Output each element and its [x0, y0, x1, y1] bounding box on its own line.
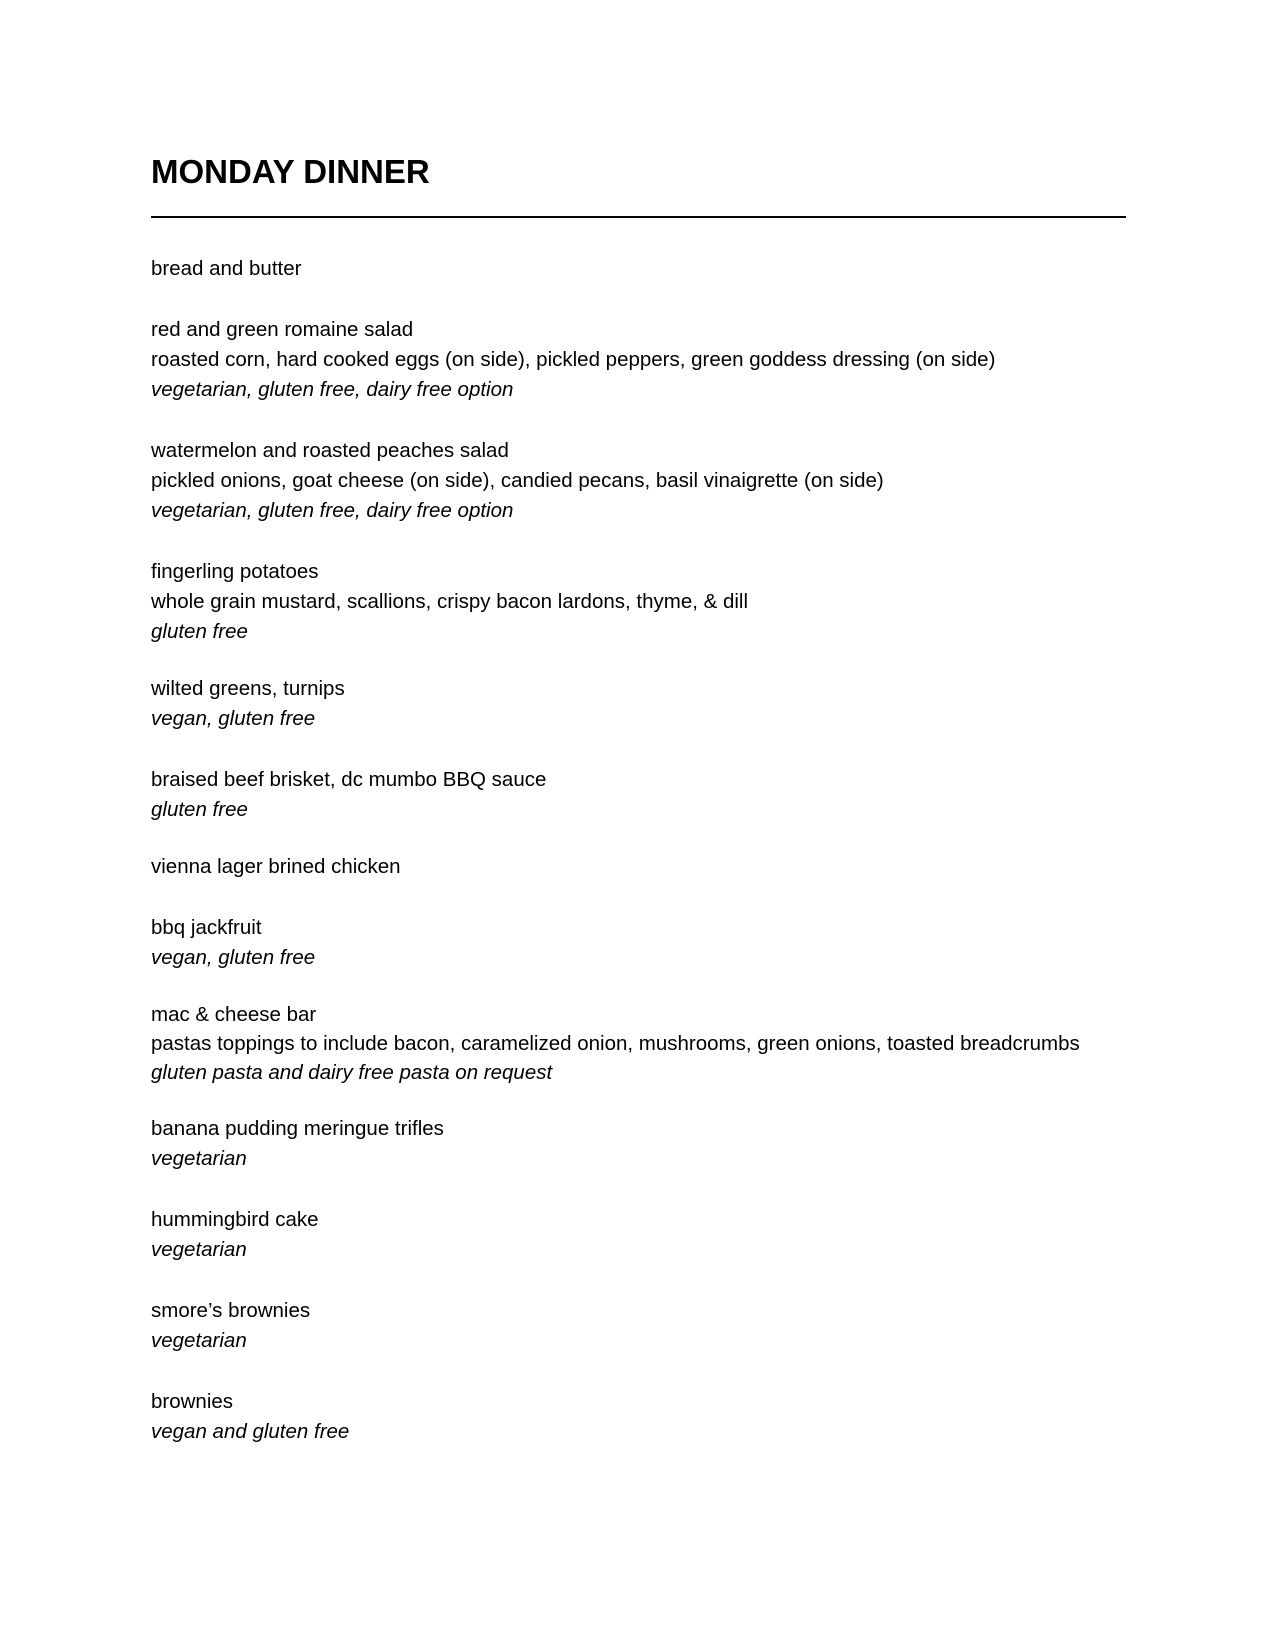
menu-item-dietary-note: vegan, gluten free	[151, 707, 316, 730]
menu-page	[151, 150, 1126, 1447]
menu-item	[151, 1296, 1126, 1356]
menu-item	[151, 852, 1126, 882]
menu-item-name: fingerling potatoes	[151, 560, 319, 583]
menu-item	[151, 254, 1126, 284]
menu-item-dietary-note: vegetarian, gluten free, dairy free option	[151, 499, 514, 522]
menu-item-dietary-note: gluten free	[151, 798, 248, 821]
menu-item-name: vienna lager brined chicken	[151, 855, 401, 878]
menu-item-dietary-note: vegetarian	[151, 1238, 247, 1261]
menu-item-description: pastas toppings to include bacon, caramelized onion, mushrooms, green onions, toasted breadcrumbs	[151, 1032, 1080, 1055]
menu-item	[151, 674, 1126, 734]
menu-item	[151, 1387, 1126, 1447]
menu-item-dietary-note: gluten pasta and dairy free pasta on request	[151, 1061, 553, 1084]
menu-item-name: braised beef brisket, dc mumbo BBQ sauce	[151, 768, 547, 791]
menu-item-description: pickled onions, goat cheese (on side), candied pecans, basil vinaigrette (on side)	[151, 469, 884, 492]
menu-item	[151, 765, 1126, 825]
menu-item-dietary-note: vegan, gluten free	[151, 946, 316, 969]
menu-item-description: whole grain mustard, scallions, crispy bacon lardons, thyme, & dill	[151, 590, 749, 613]
menu-item-dietary-note: vegetarian	[151, 1147, 247, 1170]
menu-item	[151, 557, 1126, 647]
menu-item-dietary-note: vegetarian, gluten free, dairy free option	[151, 378, 514, 401]
menu-list	[151, 254, 1126, 1447]
menu-item-dietary-note: vegan and gluten free	[151, 1420, 350, 1443]
menu-item-dietary-note: gluten free	[151, 620, 248, 643]
title-divider	[151, 216, 1126, 218]
menu-item-name: smore’s brownies	[151, 1299, 311, 1322]
menu-item-name: red and green romaine salad	[151, 318, 414, 341]
menu-item	[151, 436, 1126, 526]
menu-item-name: bread and butter	[151, 257, 302, 280]
page-title: MONDAY DINNER	[151, 153, 430, 190]
menu-item	[151, 913, 1126, 973]
menu-item-name: banana pudding meringue trifles	[151, 1117, 444, 1140]
menu-item-dietary-note: vegetarian	[151, 1329, 247, 1352]
menu-item-name: hummingbird cake	[151, 1208, 319, 1231]
menu-item-name: wilted greens, turnips	[151, 677, 345, 700]
menu-item	[151, 1000, 1126, 1087]
menu-item-name: bbq jackfruit	[151, 916, 262, 939]
menu-item-description: roasted corn, hard cooked eggs (on side), pickled peppers, green goddess dressing (on side)	[151, 348, 996, 371]
menu-item	[151, 1205, 1126, 1265]
menu-item-name: mac & cheese bar	[151, 1003, 317, 1026]
menu-item	[151, 1114, 1126, 1174]
menu-item-name: watermelon and roasted peaches salad	[151, 439, 509, 462]
menu-item-name: brownies	[151, 1390, 234, 1413]
menu-item	[151, 315, 1126, 405]
